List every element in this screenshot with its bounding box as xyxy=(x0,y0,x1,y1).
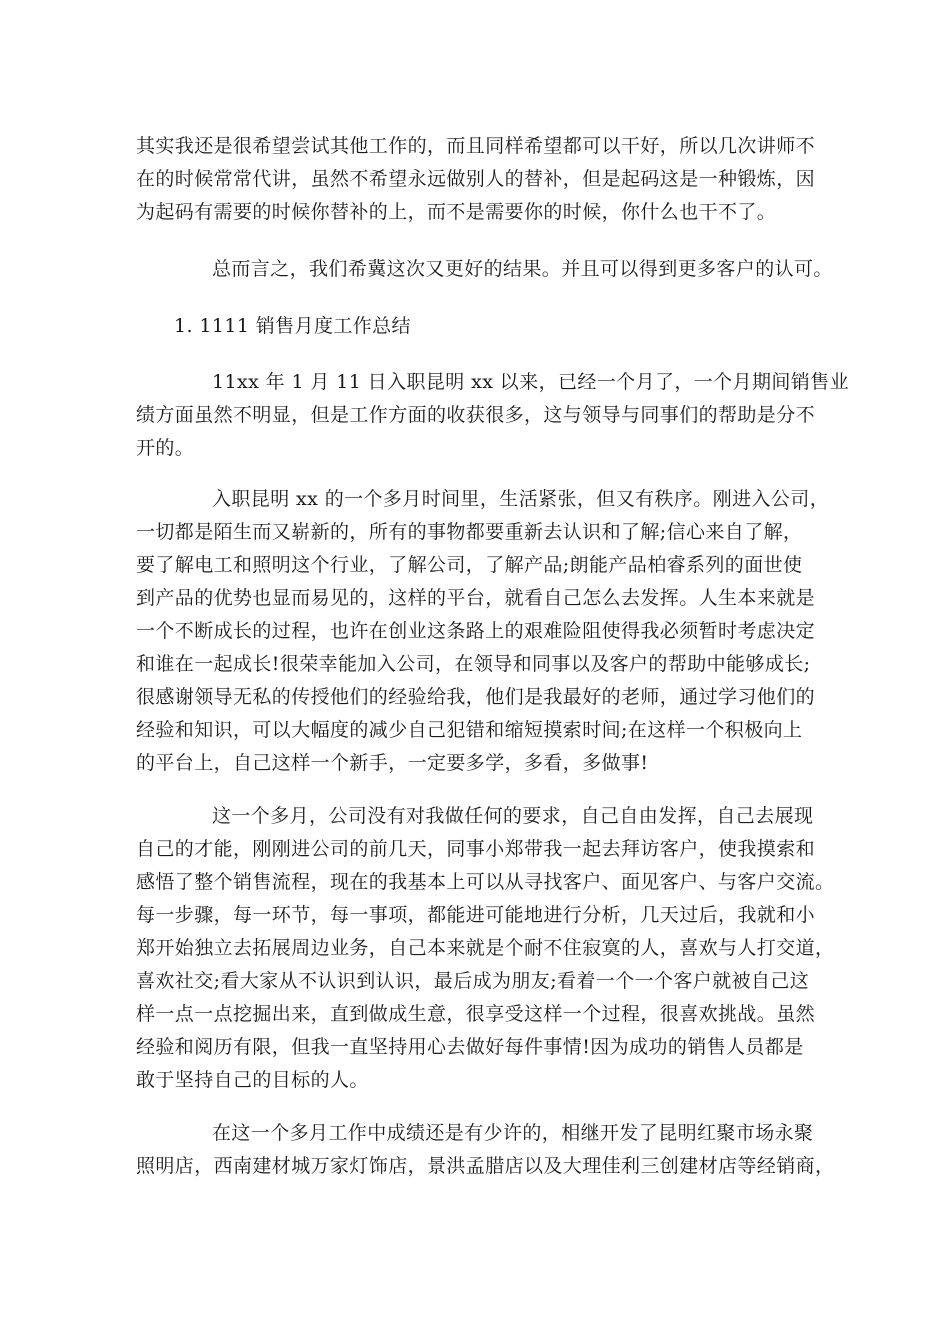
text-line: 入职昆明 xx 的一个多月时间里，生活紧张，但又有秩序。刚进入公司， xyxy=(212,488,830,510)
paragraph-2 xyxy=(136,253,836,286)
text-line: 郑开始独立去拓展周边业务，自己本来就是个耐不住寂寞的人，喜欢与人打交道， xyxy=(136,937,835,959)
text-line: 要了解电工和照明这个行业，了解公司，了解产品;朗能产品柏睿系列的面世使 xyxy=(136,554,803,576)
text-line: 感悟了整个销售流程，现在的我基本上可以从寻找客户、面见客户、与客户交流。 xyxy=(136,871,835,893)
text-line: 很感谢领导无私的传授他们的经验给我，他们是我最好的老师，通过学习他们的 xyxy=(136,686,816,708)
paragraph-4 xyxy=(136,483,836,780)
paragraph-6 xyxy=(136,1117,836,1183)
text-line: 经验和知识，可以大幅度的减少自己犯错和缩短摸索时间;在这样一个积极向上 xyxy=(136,719,803,741)
text-line: 的平台上，自己这样一个新手，一定要多学，多看，多做事! xyxy=(136,752,649,774)
text-line: 自己的才能，刚刚进公司的前几天，同事小郑带我一起去拜访客户，使我摸索和 xyxy=(136,838,816,860)
paragraph-3 xyxy=(136,366,849,465)
text-line: 样一点一点挖掘出来，直到做成生意，很享受这样一个过程，很喜欢挑战。虽然 xyxy=(136,1003,816,1025)
text-line: 在的时候常常代讲，虽然不希望永远做别人的替补，但是起码这是一种锻炼，因 xyxy=(136,168,816,190)
text-line: 喜欢社交;看大家从不认识到认识，最后成为朋友;看着一个一个客户就被自己这 xyxy=(136,970,810,992)
text-line: 和谁在一起成长!很荣幸能加入公司，在领导和同事以及客户的帮助中能够成长; xyxy=(136,653,811,675)
text-line: 一个不断成长的过程，也许在创业这条路上的艰难险阻使得我必须暂时考虑决定 xyxy=(136,620,816,642)
text-line: 一切都是陌生而又崭新的，所有的事物都要重新去认识和了解;信心来自了解， xyxy=(136,521,803,543)
text-line: 照明店，西南建材城万家灯饰店，景洪孟腊店以及大理佳利三创建材店等经销商， xyxy=(136,1155,835,1177)
paragraph-1 xyxy=(136,130,836,229)
text-line: 其实我还是很希望尝试其他工作的，而且同样希望都可以干好，所以几次讲师不 xyxy=(136,135,816,157)
text-line: 11xx 年 1 月 11 日入职昆明 xx 以来，已经一个月了，一个月期间销售业 xyxy=(212,371,849,393)
heading-text: 1. 1111 销售月度工作总结 xyxy=(174,315,411,337)
text-line: 总而言之，我们希冀这次又更好的结果。并且可以得到更多客户的认可。 xyxy=(212,258,833,280)
paragraph-5 xyxy=(136,800,836,1097)
text-line: 到产品的优势也显而易见的，这样的平台，就看自己怎么去发挥。人生本来就是 xyxy=(136,587,816,609)
text-line: 绩方面虽然不明显，但是工作方面的收获很多，这与领导与同事们的帮助是分不 xyxy=(136,404,816,426)
text-line: 每一步骤，每一环节，每一事项，都能进可能地进行分析，几天过后，我就和小 xyxy=(136,904,816,926)
text-line: 在这一个多月工作中成绩还是有少许的，相继开发了昆明红聚市场永聚 xyxy=(212,1122,814,1144)
text-line: 经验和阅历有限，但我一直坚持用心去做好每件事情!因为成功的销售人员都是 xyxy=(136,1036,804,1058)
section-heading xyxy=(136,310,836,343)
text-line: 为起码有需要的时候你替补的上，而不是需要你的时候，你什么也干不了。 xyxy=(136,201,777,223)
text-line: 敢于坚持自己的目标的人。 xyxy=(136,1069,369,1091)
text-line: 开的。 xyxy=(136,437,195,459)
text-line: 这一个多月，公司没有对我做任何的要求，自己自由发挥，自己去展现 xyxy=(212,805,814,827)
